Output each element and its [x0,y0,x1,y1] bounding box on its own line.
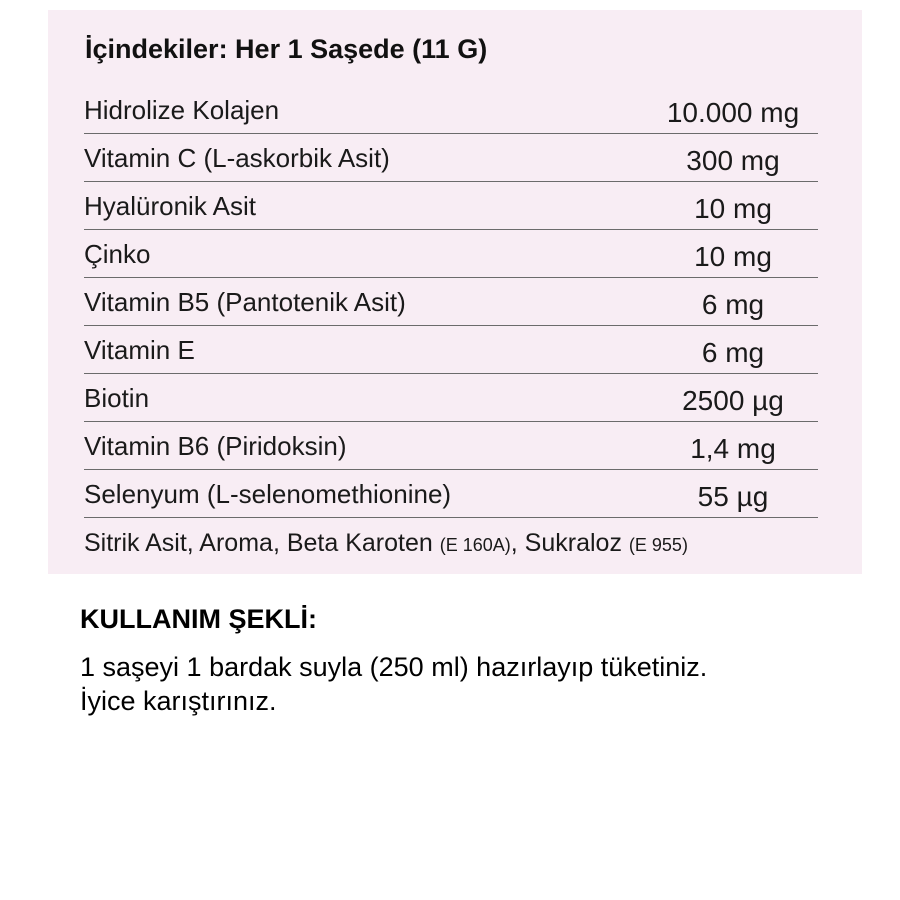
ingredient-amount: 1,4 mg [690,433,776,464]
table-row [84,470,818,518]
table-row [84,326,818,374]
table-row [84,374,818,422]
ingredient-amount: 10.000 mg [666,97,800,128]
ingredient-name: Vitamin E [84,335,195,365]
ingredient-amount: 300 mg [686,145,780,176]
table-row [84,422,818,470]
table-row [84,230,818,278]
ingredient-amount: 55 µg [697,481,769,512]
ingredients-panel [48,10,862,574]
ingredient-name: Çinko [84,239,151,269]
ingredient-amount: 10 mg [694,241,772,272]
table-row [84,86,818,134]
other-ingredients-text: Sitrik Asit, Aroma, Beta Karoten [84,529,433,557]
ingredient-amount: 10 mg [694,193,772,224]
usage-instructions [80,650,707,718]
ingredient-name: Hyalüronik Asit [84,191,256,221]
additive-code: (E 160A) [439,535,511,555]
ingredients-title: İçindekiler: Her 1 Saşede (11 G) [85,34,488,64]
table-row [84,134,818,182]
table-row [84,182,818,230]
other-ingredients [84,529,688,558]
ingredient-amount: 6 mg [701,337,765,368]
ingredient-name: Biotin [84,383,150,413]
usage-title: KULLANIM ŞEKLİ: [80,604,317,634]
usage-line: 1 saşeyi 1 bardak suyla (250 ml) hazırlayıp tüketiniz. [80,652,708,682]
table-row [84,278,818,326]
ingredient-name: Vitamin B5 (Pantotenik Asit) [84,287,406,317]
additive-code: (E 955) [628,535,688,555]
usage-line: İyice karıştırınız. [80,686,277,716]
ingredient-amount: 6 mg [701,289,765,320]
ingredient-amount: 2500 µg [682,385,784,416]
ingredient-name: Vitamin C (L-askorbik Asit) [84,143,390,173]
ingredient-name: Selenyum (L-selenomethionine) [84,479,452,509]
ingredient-name: Vitamin B6 (Piridoksin) [84,431,347,461]
ingredient-name: Hidrolize Kolajen [84,95,280,125]
ingredients-table [84,86,818,518]
other-ingredients-text: , Sukraloz [510,529,622,557]
